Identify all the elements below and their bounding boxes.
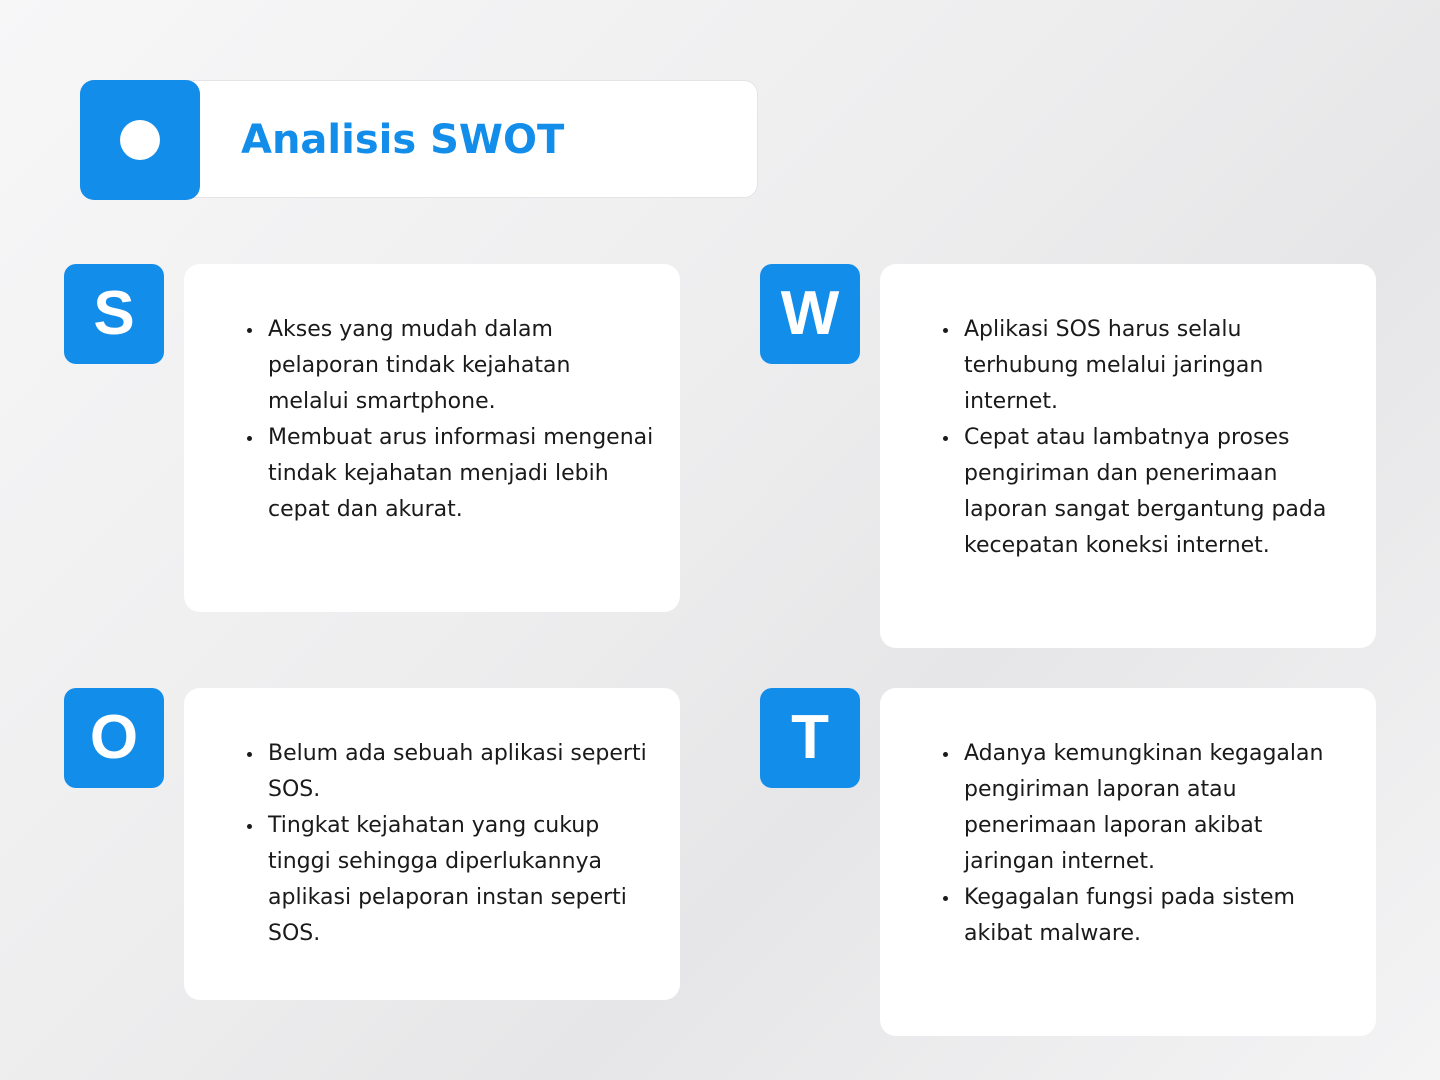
threats-badge: T [760, 688, 860, 788]
threats-card [880, 688, 1376, 1036]
strengths-list [268, 312, 658, 528]
weaknesses-card [880, 264, 1376, 648]
title-badge [80, 80, 200, 200]
threats-item: Kegagalan fungsi pada sistem akibat malware. [964, 880, 1354, 952]
threats-item: Adanya kemungkinan kegagalan pengiriman laporan atau penerimaan laporan akibat jaringan internet. [964, 736, 1354, 880]
opportunities-item: Tingkat kejahatan yang cukup tinggi sehingga diperlukannya aplikasi pelaporan instan seperti SOS. [268, 808, 658, 952]
opportunities-badge: O [64, 688, 164, 788]
weaknesses-list [964, 312, 1354, 564]
threats-list [964, 736, 1354, 952]
circle-icon [120, 120, 160, 160]
opportunities-card [184, 688, 680, 1000]
weaknesses-item: Cepat atau lambatnya proses pengiriman dan penerimaan laporan sangat bergantung pada kecepatan koneksi internet. [964, 420, 1354, 564]
weaknesses-item: Aplikasi SOS harus selalu terhubung melalui jaringan internet. [964, 312, 1354, 420]
page-title: Analisis SWOT [241, 117, 565, 163]
strengths-badge: S [64, 264, 164, 364]
opportunities-list [268, 736, 658, 952]
strengths-card [184, 264, 680, 612]
strengths-item: Membuat arus informasi mengenai tindak kejahatan menjadi lebih cepat dan akurat. [268, 420, 658, 528]
strengths-item: Akses yang mudah dalam pelaporan tindak kejahatan melalui smartphone. [268, 312, 658, 420]
weaknesses-badge: W [760, 264, 860, 364]
opportunities-item: Belum ada sebuah aplikasi seperti SOS. [268, 736, 658, 808]
